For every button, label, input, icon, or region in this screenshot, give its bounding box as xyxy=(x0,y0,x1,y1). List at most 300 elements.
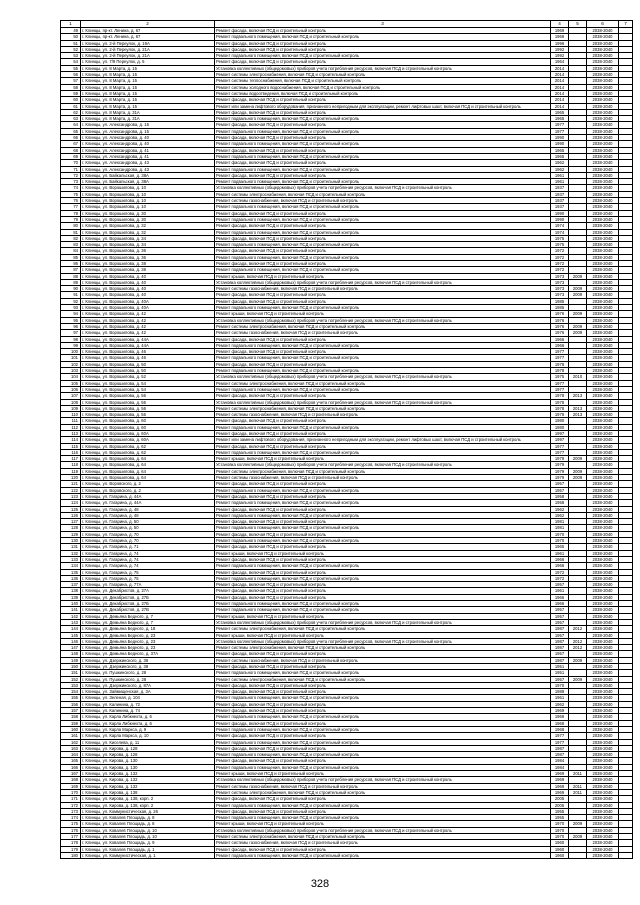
address-cell: г. Клинцы, ул. Ворошилова, д. 54 xyxy=(81,386,215,392)
address-cell: г. Клинцы, ул. Александрова, д. 40 xyxy=(81,141,215,147)
planned-period-cell: 2038-2040 xyxy=(587,311,619,317)
build-year-cell: 1957 xyxy=(551,613,569,619)
address-cell: г. Клинцы, ул. Ворошилова, д. 36 xyxy=(81,248,215,254)
address-cell: г. Клинцы, ул. Кирова, д. 132 xyxy=(81,783,215,789)
work-type-cell: Ремонт фасада, включая ПСД и строительный контроль xyxy=(215,59,551,65)
row-number-cell: 70 xyxy=(61,160,81,166)
build-year-cell: 1977 xyxy=(551,739,569,745)
build-year-cell: 1951 xyxy=(551,663,569,669)
address-cell: г. Клинцы, ул. 8 Марта, д. 15 xyxy=(81,103,215,109)
work-type-cell: Ремонт подвального помещения, включая ПСД и строительный контроль xyxy=(215,487,551,493)
row-number-cell: 155 xyxy=(61,695,81,701)
build-year-cell: 1979 xyxy=(551,456,569,462)
address-cell: г. Клинцы, ул. Киселева, д. 11 xyxy=(81,739,215,745)
work-type-cell: Ремонт системы холодного водоснабжения, включая ПСД и строительный контроль xyxy=(215,84,551,90)
header-cell: 1 xyxy=(61,21,81,28)
row-number-cell: 127 xyxy=(61,519,81,525)
page-number: 328 xyxy=(310,878,330,890)
work-type-cell: Ремонт системы газоснабжения, включая ПСД и строительный контроль xyxy=(215,657,551,663)
work-type-cell: Ремонт фасада, включая ПСД и строительный контроль xyxy=(215,260,551,266)
build-year-cell: 1965 xyxy=(551,544,569,550)
work-type-cell: Ремонт фасада, включая ПСД и строительный контроль xyxy=(215,248,551,254)
work-type-cell: Ремонт фасада, включая ПСД и строительный контроль xyxy=(215,594,551,600)
work-type-cell: Ремонт фасада, включая ПСД и строительный контроль xyxy=(215,531,551,537)
build-year-cell: 1987 xyxy=(551,645,569,651)
planned-period-cell: 2038-2040 xyxy=(587,317,619,323)
row-number-cell: 67 xyxy=(61,141,81,147)
planned-period-cell: 2038-2040 xyxy=(587,53,619,59)
address-cell: г. Клинцы, ул. Карла Либкнехта, д. 6 xyxy=(81,714,215,720)
build-year-cell: 1957 xyxy=(551,481,569,487)
row-number-cell: 160 xyxy=(61,726,81,732)
planned-period-cell: 2038-2040 xyxy=(587,626,619,632)
row-number-cell: 142 xyxy=(61,613,81,619)
address-cell: г. Клинцы, ул. Гагарина, д. 44А xyxy=(81,493,215,499)
build-year-cell: 1990 xyxy=(551,216,569,222)
row-number-cell: 103 xyxy=(61,368,81,374)
work-type-cell: Установка коллективных (общедомовых) приборов учета потребления ресурсов, включая ПСД и строительный контроль xyxy=(215,65,551,71)
build-year-cell: 1961 xyxy=(551,172,569,178)
row-number-cell: 139 xyxy=(61,594,81,600)
work-type-cell: Ремонт подвального помещения, включая ПСД и строительный контроль xyxy=(215,342,551,348)
address-cell: г. Клинцы, ул. Демьяна Бедного, д. 23 xyxy=(81,645,215,651)
build-year-cell: 2014 xyxy=(551,90,569,96)
planned-period-cell: 2038-2040 xyxy=(587,720,619,726)
address-cell: г. Клинцы, ул. 2-й Переулок, д. 21А xyxy=(81,53,215,59)
row-number-cell: 99 xyxy=(61,342,81,348)
build-year-cell: 1987 xyxy=(551,638,569,644)
row-number-cell: 123 xyxy=(61,493,81,499)
address-cell: г. Клинцы, ул. Ворошилова, д. 46 xyxy=(81,349,215,355)
address-cell: г. Клинцы, ул. Гагарина, д. 71 xyxy=(81,544,215,550)
address-cell: г. Клинцы, ул. Ворошилова, д. 64 xyxy=(81,468,215,474)
register-table-container xyxy=(60,20,632,859)
work-type-cell: Ремонт фасада, включая ПСД и строительный контроль xyxy=(215,745,551,751)
work-type-cell: Ремонт фасада, включая ПСД и строительный контроль xyxy=(215,708,551,714)
row-number-cell: 73 xyxy=(61,179,81,185)
build-year-cell: 1975 xyxy=(551,242,569,248)
row-number-cell: 121 xyxy=(61,481,81,487)
build-year-cell: 1978 xyxy=(551,405,569,411)
work-type-cell: Ремонт фасада, включая ПСД и строительный контроль xyxy=(215,588,551,594)
address-cell: г. Клинцы, ул. Ворошилова, д. 42 xyxy=(81,323,215,329)
build-year-cell: 1962 xyxy=(551,506,569,512)
planned-period-cell: 2038-2040 xyxy=(587,361,619,367)
work-type-cell: Ремонт фасада, включая ПСД и строительный контроль xyxy=(215,733,551,739)
address-cell: г. Клинцы, ул. Ворошилова, д. 64 xyxy=(81,475,215,481)
address-cell: г. Клинцы, ул. Ковалев Площадь, д. 10 xyxy=(81,834,215,840)
row-number-cell: 166 xyxy=(61,764,81,770)
address-cell: г. Клинцы, ул. Ворошилова, д. 34 xyxy=(81,235,215,241)
planned-period-cell: 2038-2040 xyxy=(587,695,619,701)
address-cell: г. Клинцы, ул. Коммунистическая, д. 26 xyxy=(81,808,215,814)
work-type-cell: Ремонт фасада, включая ПСД и строительный контроль xyxy=(215,298,551,304)
build-year-cell: 1972 xyxy=(551,267,569,273)
row-number-cell: 59 xyxy=(61,90,81,96)
build-year-cell: 1978 xyxy=(551,368,569,374)
address-cell: г. Клинцы, ул. Александрова, д. 40 xyxy=(81,135,215,141)
build-year-cell: 1970 xyxy=(551,538,569,544)
build-year-cell: 1977 xyxy=(551,449,569,455)
work-type-cell: Ремонт крыши, включая ПСД и строительный контроль xyxy=(215,456,551,462)
address-cell: г. Клинцы, ул. Александрова, д. 41 xyxy=(81,153,215,159)
build-year-cell: 1979 xyxy=(551,468,569,474)
planned-period-cell: 2038-2040 xyxy=(587,764,619,770)
address-cell: г. Клинцы, ул. Гагарина, д. 50 xyxy=(81,519,215,525)
build-year-cell: 1987 xyxy=(551,657,569,663)
row-number-cell: 178 xyxy=(61,840,81,846)
last-repair-year-cell: 2011 xyxy=(569,783,587,789)
row-number-cell: 141 xyxy=(61,607,81,613)
planned-period-cell: 2038-2040 xyxy=(587,556,619,562)
planned-period-cell: 2038-2040 xyxy=(587,550,619,556)
build-year-cell: 1969 xyxy=(551,771,569,777)
row-number-cell: 50 xyxy=(61,34,81,40)
address-cell: г. Клинцы, ул. Ворошилова, д. 62 xyxy=(81,443,215,449)
work-type-cell: Ремонт подвального помещения, включая ПСД и строительный контроль xyxy=(215,726,551,732)
row-number-cell: 74 xyxy=(61,185,81,191)
build-year-cell: 1960 xyxy=(551,846,569,852)
address-cell: г. Клинцы, ул. Пушкинского, д. 28 xyxy=(81,676,215,682)
row-number-cell: 52 xyxy=(61,46,81,52)
address-cell: г. Клинцы, ул. Байкальская, д. 38А xyxy=(81,172,215,178)
address-cell: г. Клинцы, ул. Коммунистическая, д. 1 xyxy=(81,852,215,858)
work-type-cell: Ремонт фасада, включая ПСД и строительный контроль xyxy=(215,235,551,241)
work-type-cell: Ремонт крыши, включая ПСД и строительный контроль xyxy=(215,771,551,777)
address-cell: г. Клинцы, ул. Гагарина, д. 74 xyxy=(81,550,215,556)
address-cell: г. Клинцы, ул. Ворошилова, д. 60А xyxy=(81,431,215,437)
planned-period-cell: 2038-2040 xyxy=(587,739,619,745)
header-cell: 7 xyxy=(619,21,633,28)
address-cell: г. Клинцы, ул. Декабристов, д. 27В xyxy=(81,607,215,613)
work-type-cell: Ремонт фасада, включая ПСД и строительный контроль xyxy=(215,443,551,449)
last-repair-year-cell: 2013 xyxy=(569,393,587,399)
row-number-cell: 171 xyxy=(61,796,81,802)
last-repair-year-cell: 2009 xyxy=(569,273,587,279)
planned-period-cell: 2038-2040 xyxy=(587,569,619,575)
row-number-cell: 159 xyxy=(61,720,81,726)
address-cell: г. Клинцы, ул. Александрова, д. 43 xyxy=(81,160,215,166)
build-year-cell: 1968 xyxy=(551,726,569,732)
last-repair-year-cell: 2009 xyxy=(569,311,587,317)
planned-period-cell: 2038-2040 xyxy=(587,323,619,329)
address-cell: г. Клинцы, ул. Ворошилова, д. 44А xyxy=(81,336,215,342)
planned-period-cell: 2038-2040 xyxy=(587,229,619,235)
planned-period-cell: 2038-2040 xyxy=(587,632,619,638)
build-year-cell: 1957 xyxy=(551,582,569,588)
work-type-cell: Ремонт системы газоснабжения, включая ПСД и строительный контроль xyxy=(215,783,551,789)
row-number-cell: 151 xyxy=(61,670,81,676)
work-type-cell: Ремонт или замена лифтового оборудования, признанного непригодным для эксплуатации, ремонт лифтовых шахт, включая ПСД и строительный контроль xyxy=(215,103,551,109)
row-number-cell: 126 xyxy=(61,512,81,518)
header-cell: 2 xyxy=(81,21,215,28)
address-cell: г. Клинцы, ул. Ворошилова, д. 50 xyxy=(81,361,215,367)
address-cell: г. Клинцы, ул. Зеленая, д. 104 xyxy=(81,695,215,701)
address-cell: г. Клинцы, ул. Демьяна Бедного, д. 7 xyxy=(81,619,215,625)
planned-period-cell: 2038-2040 xyxy=(587,714,619,720)
work-type-cell: Ремонт фасада, включая ПСД и строительный контроль xyxy=(215,544,551,550)
address-cell: г. Клинцы, ул. Ворошилова, д. 40А xyxy=(81,305,215,311)
address-cell: г. Клинцы, ул. Кирова, д. 132 xyxy=(81,777,215,783)
address-cell: г. Клинцы, ул. Ворошилова, д. 42 xyxy=(81,311,215,317)
planned-period-cell: 2038-2040 xyxy=(587,651,619,657)
row-number-cell: 180 xyxy=(61,852,81,858)
address-cell: г. Клинцы, ул. Гагарина, д. 74 xyxy=(81,556,215,562)
planned-period-cell: 2038-2040 xyxy=(587,745,619,751)
last-repair-year-cell: 2009 xyxy=(569,821,587,827)
planned-period-cell: 2038-2040 xyxy=(587,487,619,493)
work-type-cell: Ремонт подвального помещения, включая ПСД и строительный контроль xyxy=(215,128,551,134)
address-cell: г. Клинцы, ул. Александрова, д. 41 xyxy=(81,147,215,153)
row-number-cell: 162 xyxy=(61,739,81,745)
build-year-cell: 1981 xyxy=(551,525,569,531)
address-cell: г. Клинцы, ул. Ковалев Площадь, д. 9 xyxy=(81,840,215,846)
last-repair-year-cell: 2010 xyxy=(569,374,587,380)
planned-period-cell: 2038-2040 xyxy=(587,575,619,581)
build-year-cell: 1957 xyxy=(551,619,569,625)
row-number-cell: 82 xyxy=(61,235,81,241)
planned-period-cell: 2038-2040 xyxy=(587,752,619,758)
work-type-cell: Ремонт системы электроснабжения, включая ПСД и строительный контроль xyxy=(215,834,551,840)
row-number-cell: 85 xyxy=(61,254,81,260)
work-type-cell: Ремонт подвального помещения, включая ПСД и строительный контроль xyxy=(215,34,551,40)
build-year-cell: 1969 xyxy=(551,789,569,795)
row-number-cell: 131 xyxy=(61,544,81,550)
address-cell: г. Клинцы, ул. Кирова, д. 138, корп. 2 xyxy=(81,796,215,802)
build-year-cell: 1966 xyxy=(551,342,569,348)
planned-period-cell: 2038-2040 xyxy=(587,418,619,424)
planned-period-cell: 2038-2040 xyxy=(587,506,619,512)
address-cell: г. Клинцы, ул. Ворошилова, д. 30 xyxy=(81,216,215,222)
build-year-cell: 1976 xyxy=(551,317,569,323)
planned-period-cell: 2038-2040 xyxy=(587,147,619,153)
work-type-cell: Ремонт фасада, включая ПСД и строительный контроль xyxy=(215,481,551,487)
planned-period-cell: 2038-2040 xyxy=(587,846,619,852)
address-cell: г. Клинцы, ул. Ворошилова, д. 30 xyxy=(81,210,215,216)
build-year-cell: 1997 xyxy=(551,431,569,437)
row-number-cell: 153 xyxy=(61,682,81,688)
build-year-cell: 1969 xyxy=(551,34,569,40)
row-number-cell: 94 xyxy=(61,311,81,317)
address-cell: г. Клинцы, ул. 8 Марта, д. 31А xyxy=(81,109,215,115)
address-cell: г. Клинцы, ул. Ворошилова, д. 54 xyxy=(81,380,215,386)
work-type-cell: Ремонт подвального помещения, включая ПСД и строительный контроль xyxy=(215,204,551,210)
planned-period-cell: 2038-2040 xyxy=(587,267,619,273)
row-number-cell: 101 xyxy=(61,355,81,361)
work-type-cell: Ремонт подвального помещения, включая ПСД и строительный контроль xyxy=(215,601,551,607)
planned-period-cell: 2038-2040 xyxy=(587,273,619,279)
address-cell: г. Клинцы, ул. Ворошилова, д. 60 xyxy=(81,424,215,430)
row-number-cell: 105 xyxy=(61,380,81,386)
planned-period-cell: 2038-2040 xyxy=(587,544,619,550)
build-year-cell: 1957 xyxy=(551,651,569,657)
planned-period-cell: 2038-2040 xyxy=(587,260,619,266)
build-year-cell: 1964 xyxy=(551,59,569,65)
planned-period-cell: 2038-2040 xyxy=(587,777,619,783)
planned-period-cell: 2038-2040 xyxy=(587,431,619,437)
work-type-cell: Ремонт подвального помещения, включая ПСД и строительный контроль xyxy=(215,670,551,676)
row-number-cell: 75 xyxy=(61,191,81,197)
build-year-cell: 1960 xyxy=(551,840,569,846)
work-type-cell: Ремонт подвального помещения, включая ПСД и строительный контроль xyxy=(215,166,551,172)
build-year-cell: 1973 xyxy=(551,292,569,298)
build-year-cell: 1984 xyxy=(551,758,569,764)
planned-period-cell: 2038-2040 xyxy=(587,368,619,374)
work-type-cell: Ремонт или замена лифтового оборудования, признанного непригодным для эксплуатации, ремонт лифтовых шахт, включая ПСД и строительный контроль xyxy=(215,437,551,443)
planned-period-cell: 2038-2040 xyxy=(587,638,619,644)
planned-period-cell: 2038-2040 xyxy=(587,827,619,833)
build-year-cell: 1969 xyxy=(551,708,569,714)
address-cell: г. Клинцы, ул. Демьяна Бедного, д. 23 xyxy=(81,638,215,644)
planned-period-cell: 2038-2040 xyxy=(587,676,619,682)
build-year-cell: 1978 xyxy=(551,399,569,405)
last-repair-year-cell: 2012 xyxy=(569,645,587,651)
work-type-cell: Ремонт подвального помещения, включая ПСД и строительный контроль xyxy=(215,229,551,235)
planned-period-cell: 2038-2040 xyxy=(587,349,619,355)
address-cell: г. Клинцы, ул. Демьяна Бедного, д. 18 xyxy=(81,626,215,632)
planned-period-cell: 2038-2040 xyxy=(587,279,619,285)
address-cell: г. Клинцы, ул. Ворошилова, д. 10 xyxy=(81,191,215,197)
row-number-cell: 132 xyxy=(61,550,81,556)
planned-period-cell: 2038-2040 xyxy=(587,28,619,34)
planned-period-cell: 2038-2040 xyxy=(587,166,619,172)
address-cell: г. Клинцы, ул. Кирова, д. 132 xyxy=(81,771,215,777)
build-year-cell: 1987 xyxy=(551,752,569,758)
build-year-cell: 1972 xyxy=(551,248,569,254)
row-number-cell: 157 xyxy=(61,708,81,714)
planned-period-cell: 2038-2040 xyxy=(587,493,619,499)
work-type-cell: Ремонт крыши, включая ПСД и строительный контроль xyxy=(215,613,551,619)
build-year-cell: 1978 xyxy=(551,361,569,367)
build-year-cell: 1965 xyxy=(551,109,569,115)
planned-period-cell: 2038-2040 xyxy=(587,84,619,90)
planned-period-cell: 2038-2040 xyxy=(587,97,619,103)
work-type-cell: Ремонт подвального помещения, включая ПСД и строительный контроль xyxy=(215,242,551,248)
last-repair-year-cell: 2009 xyxy=(569,456,587,462)
build-year-cell: 1972 xyxy=(551,260,569,266)
work-type-cell: Ремонт системы электроснабжения, включая ПСД и строительный контроль xyxy=(215,72,551,78)
address-cell: г. Клинцы, ул. Ворошилова, д. 42 xyxy=(81,317,215,323)
row-number-cell: 147 xyxy=(61,645,81,651)
address-cell: г. Клинцы, ул. 8 Марта, д. 15 xyxy=(81,97,215,103)
build-year-cell: 1969 xyxy=(551,777,569,783)
work-type-cell: Ремонт фасада, включая ПСД и строительный контроль xyxy=(215,292,551,298)
address-cell: г. Клинцы, ул. Карла Либкнехта, д. 6 xyxy=(81,720,215,726)
build-year-cell: 1957 xyxy=(551,676,569,682)
build-year-cell: 1974 xyxy=(551,223,569,229)
build-year-cell: 2014 xyxy=(551,78,569,84)
address-cell: г. Клинцы, ул. Карла Маркса, д. 9 xyxy=(81,726,215,732)
work-type-cell: Ремонт подвального помещения, включая ПСД и строительный контроль xyxy=(215,538,551,544)
build-year-cell: 1955 xyxy=(551,815,569,821)
build-year-cell: 1966 xyxy=(551,594,569,600)
row-number-cell: 71 xyxy=(61,166,81,172)
planned-period-cell: 2038-2040 xyxy=(587,128,619,134)
build-year-cell: 2005 xyxy=(551,802,569,808)
build-year-cell: 1992 xyxy=(551,46,569,52)
address-cell: г. Клинцы, ул. Ковалев Площадь, д. 10 xyxy=(81,827,215,833)
work-type-cell: Ремонт подвального помещения, включая ПСД и строительный контроль xyxy=(215,254,551,260)
planned-period-cell: 2038-2040 xyxy=(587,481,619,487)
planned-period-cell: 2038-2040 xyxy=(587,412,619,418)
row-number-cell: 118 xyxy=(61,462,81,468)
build-year-cell: 1978 xyxy=(551,393,569,399)
row-number-cell: 110 xyxy=(61,412,81,418)
address-cell: г. Клинцы, ул. Ворошилова, д. 10 xyxy=(81,185,215,191)
planned-period-cell: 2038-2040 xyxy=(587,808,619,814)
address-cell: г. Клинцы, ул. Ворошилова, д. 40 xyxy=(81,273,215,279)
planned-period-cell: 2038-2040 xyxy=(587,153,619,159)
header-cell: 4 xyxy=(551,21,569,28)
planned-period-cell: 2038-2040 xyxy=(587,336,619,342)
row-number-cell: 92 xyxy=(61,298,81,304)
last-repair-year-cell: 2013 xyxy=(569,405,587,411)
planned-period-cell: 2038-2040 xyxy=(587,216,619,222)
address-cell: г. Клинцы, ул. 2-й Переулок, д. 21А xyxy=(81,46,215,52)
row-number-cell: 64 xyxy=(61,122,81,128)
address-cell: г. Клинцы, ул. Ворошилова, д. 40 xyxy=(81,286,215,292)
address-cell: г. Клинцы, ул. Ворошилова, д. 56 xyxy=(81,405,215,411)
row-number-cell: 143 xyxy=(61,619,81,625)
work-type-cell: Ремонт фасада, включая ПСД и строительный контроль xyxy=(215,393,551,399)
address-cell: г. Клинцы, ул. Александрова, д. 15 xyxy=(81,128,215,134)
row-number-cell: 167 xyxy=(61,771,81,777)
work-type-cell: Ремонт подвального помещения, включая ПСД и строительный контроль xyxy=(215,764,551,770)
address-cell: г. Клинцы, ул. Ворошилова, д. 40А xyxy=(81,298,215,304)
address-cell: г. Клинцы, ул. 8 Марта, д. 15 xyxy=(81,65,215,71)
planned-period-cell: 2038-2040 xyxy=(587,248,619,254)
row-number-cell: 93 xyxy=(61,305,81,311)
planned-period-cell: 2038-2040 xyxy=(587,613,619,619)
work-type-cell: Ремонт фасада, включая ПСД и строительный контроль xyxy=(215,418,551,424)
row-number-cell: 72 xyxy=(61,172,81,178)
address-cell: г. Клинцы, ул. Декабристов, д. 27Б xyxy=(81,594,215,600)
build-year-cell: 2014 xyxy=(551,97,569,103)
build-year-cell: 1987 xyxy=(551,745,569,751)
address-cell: г. Клинцы, ул. Ковалев Площадь, д. 1 xyxy=(81,846,215,852)
address-cell: г. Клинцы, ул. Гагарина, д. 74 xyxy=(81,563,215,569)
work-type-cell: Ремонт фасада, включая ПСД и строительный контроль xyxy=(215,28,551,34)
address-cell: г. Клинцы, ул. Ворошилова, д. 10 xyxy=(81,198,215,204)
planned-period-cell: 2038-2040 xyxy=(587,198,619,204)
build-year-cell: 1997 xyxy=(551,437,569,443)
work-type-cell: Ремонт подвального помещения, включая ПСД и строительный контроль xyxy=(215,500,551,506)
planned-period-cell: 2038-2040 xyxy=(587,475,619,481)
work-type-cell: Ремонт подвального помещения, включая ПСД и строительный контроль xyxy=(215,368,551,374)
last-repair-year-cell: 2012 xyxy=(569,638,587,644)
row-number-cell: 63 xyxy=(61,116,81,122)
work-type-cell: Установка коллективных (общедомовых) приборов учета потребления ресурсов, включая ПСД и строительный контроль xyxy=(215,777,551,783)
address-cell: г. Клинцы, ул. Кирова, д. 128 xyxy=(81,745,215,751)
planned-period-cell: 2038-2040 xyxy=(587,645,619,651)
row-number-cell: 95 xyxy=(61,317,81,323)
build-year-cell: 1962 xyxy=(551,166,569,172)
address-cell: г. Клинцы, ул. Гагарина, д. 48 xyxy=(81,506,215,512)
row-number-cell: 117 xyxy=(61,456,81,462)
work-type-cell: Ремонт фасада, включая ПСД и строительный контроль xyxy=(215,846,551,852)
address-cell: г. Клинцы, ул. Ворошилова, д. 46 xyxy=(81,355,215,361)
row-number-cell: 161 xyxy=(61,733,81,739)
build-year-cell: 1970 xyxy=(551,827,569,833)
row-number-cell: 84 xyxy=(61,248,81,254)
row-number-cell: 88 xyxy=(61,273,81,279)
planned-period-cell: 2038-2040 xyxy=(587,771,619,777)
work-type-cell: Ремонт системы газоснабжения, включая ПСД и строительный контроль xyxy=(215,412,551,418)
build-year-cell: 1970 xyxy=(551,834,569,840)
build-year-cell: 1980 xyxy=(551,418,569,424)
build-year-cell: 1951 xyxy=(551,670,569,676)
last-repair-year-cell: 2009 xyxy=(569,676,587,682)
